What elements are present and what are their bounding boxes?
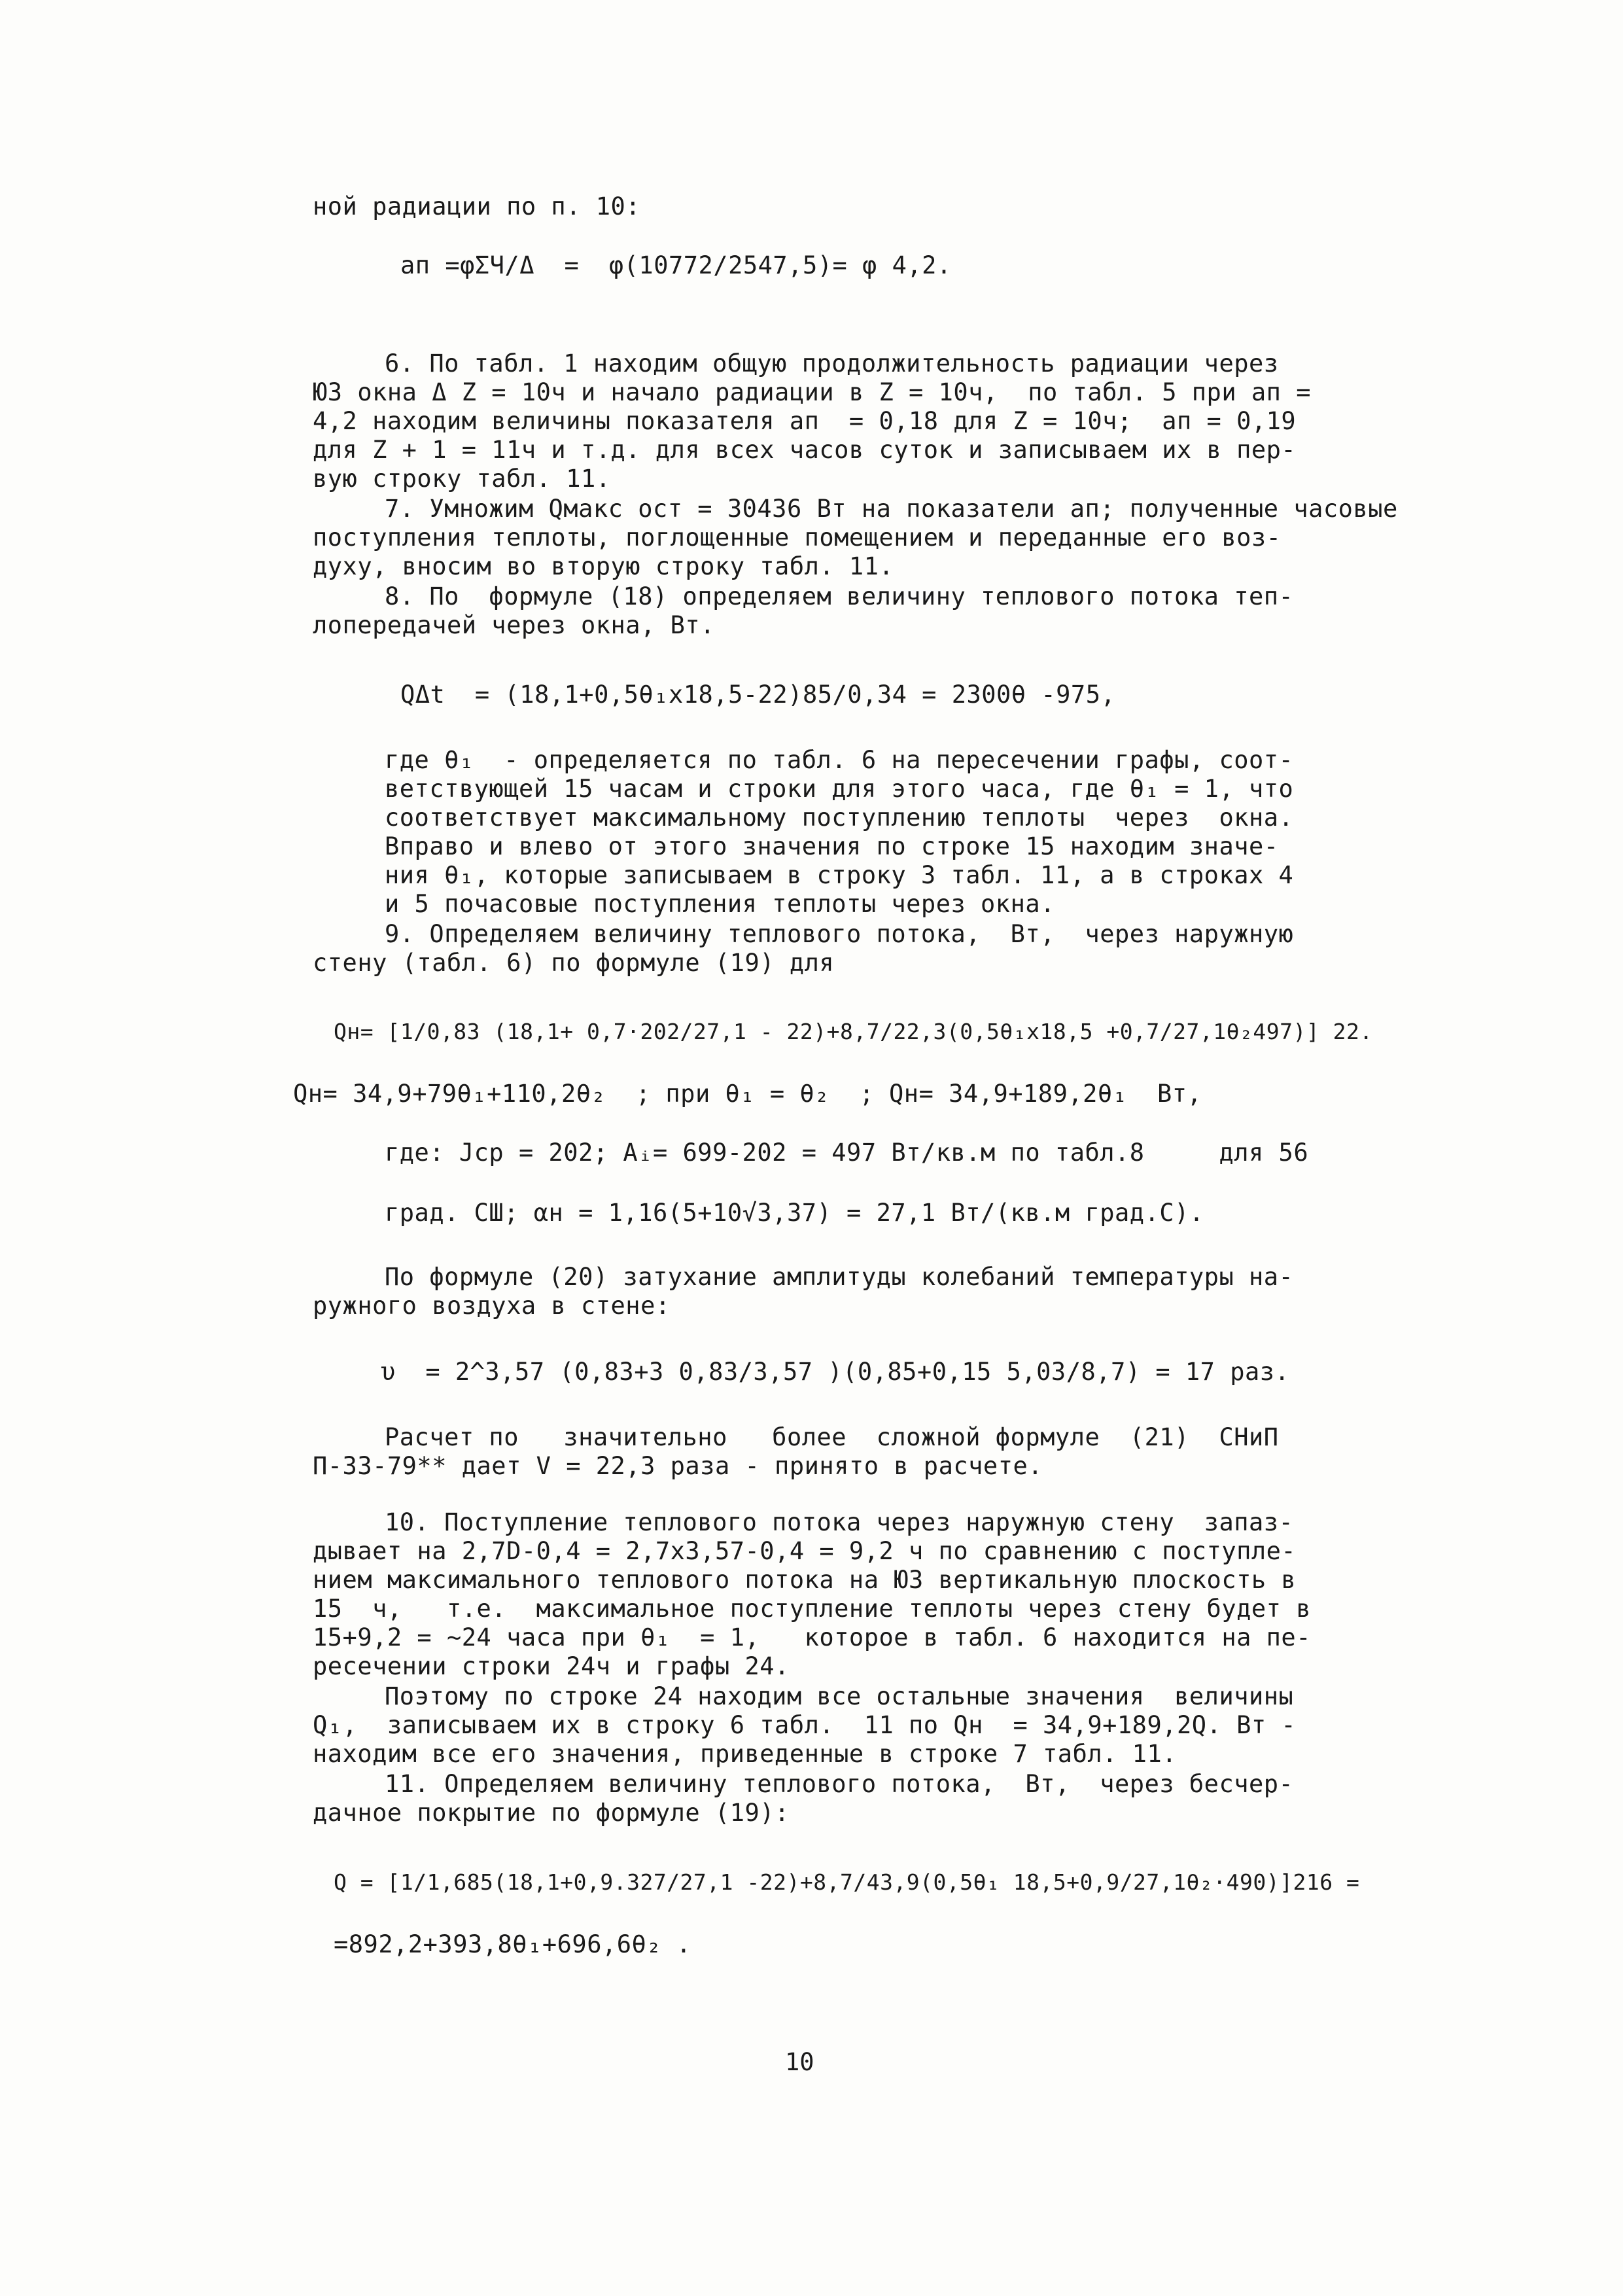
text-line: 9. Определяем величину теплового потока, Вт, через наружную xyxy=(385,920,1294,948)
formula-line: aп =φΣЧ/Δ = φ(10772/2547,5)= φ 4,2. xyxy=(400,251,952,279)
text-line: ЮЗ окна Δ Z = 10ч и начало радиации в Z = 10ч, по табл. 5 при aп = xyxy=(313,378,1311,406)
text-line: поступления теплоты, поглощенные помещением и переданные его воз- xyxy=(313,523,1282,552)
text-line: дачное покрытие по формуле (19): xyxy=(313,1799,790,1827)
formula-line: =892,2+393,8θ₁+696,6θ₂ . xyxy=(334,1930,691,1958)
formula-line: Qн= 34,9+79θ₁+110,2θ₂ ; при θ₁ = θ₂ ; Qн= 34,9+189,2θ₁ Вт, xyxy=(293,1080,1202,1108)
text-line: вую строку табл. 11. xyxy=(313,465,611,493)
text-line: Вправо и влево от этого значения по строке 15 находим значе- xyxy=(385,832,1279,860)
text-line: Поэтому по строке 24 находим все остальные значения величины xyxy=(385,1682,1294,1710)
text-line: ружного воздуха в стене: xyxy=(313,1292,671,1320)
text-line: 11. Определяем величину теплового потока, Вт, через бесчер- xyxy=(385,1770,1294,1798)
page-number: 10 xyxy=(785,2048,814,2076)
text-line: где: Jср = 202; Aᵢ= 699-202 = 497 Вт/кв.м по табл.8 для 56 xyxy=(385,1139,1309,1167)
text-line: По формуле (20) затухание амплитуды колебаний температуры на- xyxy=(385,1263,1294,1291)
text-line: 15+9,2 = ~24 часа при θ₁ = 1, которое в табл. 6 находится на пе- xyxy=(313,1623,1311,1651)
text-line: ной радиации по п. 10: xyxy=(313,192,641,221)
text-line: Q₁, записываем их в строку 6 табл. 11 по Qн = 34,9+189,2Q. Вт - xyxy=(313,1711,1297,1739)
text-line: 10. Поступление теплового потока через наружную стену запаз- xyxy=(385,1508,1294,1536)
formula-line: υ = 2^3,57 (0,83+3 0,83/3,57 )(0,85+0,15 5,03/8,7) = 17 раз. xyxy=(381,1358,1290,1386)
text-line: ния θ₁, которые записываем в строку 3 табл. 11, а в строках 4 xyxy=(385,861,1294,889)
text-line: соответствует максимальному поступлению теплоты через окна. xyxy=(385,804,1294,832)
text-line: ресечении строки 24ч и графы 24. xyxy=(313,1652,790,1680)
text-line: П-33-79** дает V = 22,3 раза - принято в расчете. xyxy=(313,1452,1043,1480)
text-line: ветствующей 15 часам и строки для этого часа, где θ₁ = 1, что xyxy=(385,775,1294,803)
formula-line: Qн= [1/0,83 (18,1+ 0,7·202/27,1 - 22)+8,7/22,3(0,5θ₁x18,5 +0,7/27,1θ₂497)] 22. xyxy=(334,1019,1373,1044)
text-line: где θ₁ - определяется по табл. 6 на пересечении графы, соот- xyxy=(385,746,1294,774)
text-line: для Z + 1 = 11ч и т.д. для всех часов суток и записываем их в пер- xyxy=(313,436,1297,464)
text-line: лопередачей через окна, Вт. xyxy=(313,611,715,639)
text-line: 7. Умножим Qмакс ост = 30436 Вт на показатели aп; полученные часовые xyxy=(385,495,1398,523)
text-line: находим все его значения, приведенные в строке 7 табл. 11. xyxy=(313,1740,1178,1768)
text-line: духу, вносим во вторую строку табл. 11. xyxy=(313,552,894,580)
text-line: стену (табл. 6) по формуле (19) для xyxy=(313,949,835,977)
text-line: дывает на 2,7D-0,4 = 2,7x3,57-0,4 = 9,2 ч по сравнению с поступле- xyxy=(313,1537,1297,1565)
formula-line: QΔt = (18,1+0,5θ₁x18,5-22)85/0,34 = 2300θ -975, xyxy=(400,680,1116,709)
text-line: 6. По табл. 1 находим общую продолжительность радиации через xyxy=(385,349,1279,378)
text-line: град. СШ; αн = 1,16(5+10√3,37) = 27,1 Вт/(кв.м град.С). xyxy=(385,1199,1204,1227)
text-line: Расчет по значительно более сложной формуле (21) СНиП xyxy=(385,1423,1279,1451)
text-line: 8. По формуле (18) определяем величину теплового потока теп- xyxy=(385,582,1294,610)
text-line: 4,2 находим величины показателя aп = 0,18 для Z = 10ч; aп = 0,19 xyxy=(313,407,1297,435)
text-line: и 5 почасовые поступления теплоты через окна. xyxy=(385,890,1055,918)
formula-line: Q = [1/1,685(18,1+0,9.327/27,1 -22)+8,7/43,9(0,5θ₁ 18,5+0,9/27,1θ₂·490)]216 = xyxy=(334,1869,1360,1895)
text-line: нием максимального теплового потока на ЮЗ вертикальную плоскость в xyxy=(313,1566,1297,1594)
text-line: 15 ч, т.е. максимальное поступление теплоты через стену будет в xyxy=(313,1595,1311,1623)
